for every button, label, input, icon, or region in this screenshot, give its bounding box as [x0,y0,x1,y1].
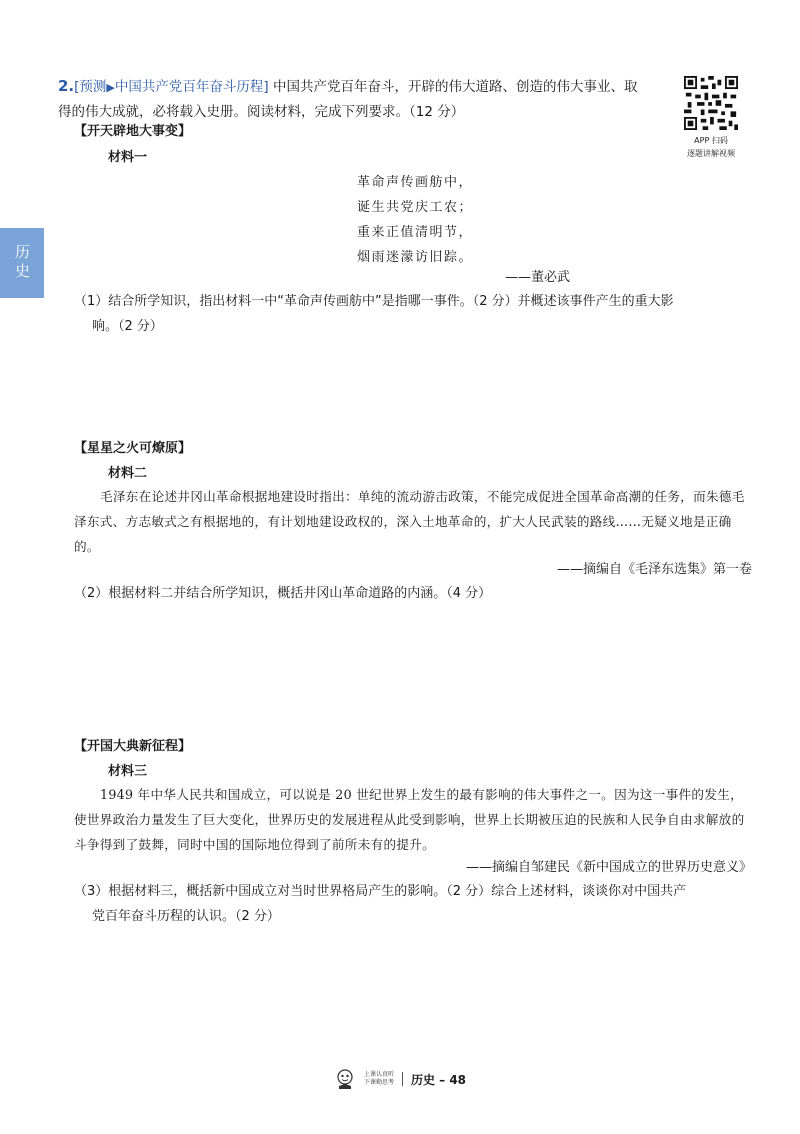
question-header [58,74,668,125]
question-3 [74,879,750,929]
page-number: 历史 – 48 [410,1072,467,1087]
section-title-2: 【星星之火可燎原】 [74,441,192,456]
question-2: （2）根据材料二并结合所学知识，概括井冈山革命道路的内涵。（4 分） [74,586,492,601]
tag-topic: 中国共产党百年奋斗历程 [114,79,264,95]
qr-caption-line1: APP 扫码 [694,136,728,145]
poem-line: 烟雨迷濛访旧踪。 [357,250,474,265]
tag-close-bracket: ] [263,79,269,95]
question-3-line2: 党百年奋斗历程的认识。（2 分） [92,909,280,924]
section-title-3: 【开国大典新征程】 [74,739,192,754]
footer-slogan [364,1071,394,1087]
tag-open-bracket: [ [74,79,80,95]
section-title-1: 【开天辟地大事变】 [74,124,192,139]
tag-prefix: 预测 [79,79,107,95]
material-label-2: 材料二 [108,466,148,481]
footer-slogan-line1: 上课认真听 [363,1071,394,1078]
poem-author: ——董必武 [505,270,571,285]
footer-divider [402,1072,403,1086]
triangle-right-icon: ▶ [106,81,115,94]
qr-caption [670,134,752,160]
qr-code-icon[interactable] [684,76,738,130]
question-intro-line1: 中国共产党百年奋斗，开辟的伟大道路、创造的伟大事业、取 [272,79,638,95]
poem-line: 革命声传画舫中， [357,175,474,190]
question-1 [74,289,750,339]
footer-slogan-line2: 下课勤思考 [363,1079,394,1086]
question-3-line1: （3）根据材料三，概括新中国成立对当时世界格局产生的影响。（2 分）综合上述材料，谈谈你对中国共产 [74,884,687,899]
material-label-3: 材料三 [108,764,148,779]
material-source-3: ——摘编自邹建民《新中国成立的世界历史意义》 [465,860,752,875]
side-tab-label: 历史 [13,244,31,282]
question-number: 2. [58,77,75,95]
material-passage-2: 毛泽东在论述井冈山革命根据地建设时指出：单纯的流动游击政策，不能完成促进全国革命高潮的任务，而朱德毛泽东式、方志敏式之有根据地的，有计划地建设政权的，深入土地革命的，扩大人民武装的路线……无疑义地是正确的。 [74,489,745,554]
material-label-1: 材料一 [108,150,148,165]
mascot-logo-icon [334,1068,356,1090]
question-1-line1: （1）结合所学知识，指出材料一中“革命声传画舫中”是指哪一事件。（2 分）并概述该事件产生的重大影 [74,294,674,309]
poem-line: 重来正值清明节， [357,225,474,240]
poem-line: 诞生共党庆工农； [357,200,474,215]
material-passage-3: 1949 年中华人民共和国成立，可以说是 20 世纪世界上发生的最有影响的伟大事件之一。因为这一事件的发生，使世界政治力量发生了巨大变化，世界历史的发展进程从此受到影响，世界上长期被压迫的民族和人民争自由求解放的斗争得到了鼓舞，同时中国的国际地位得到了前所未有的提升。 [74,787,745,852]
material-source-2: ——摘编自《毛泽东选集》第一卷 [556,562,752,577]
subject-side-tab [0,228,44,298]
qr-caption-line2: 逐题讲解视频 [687,149,735,158]
question-1-line2: 响。（2 分） [92,319,163,334]
poem [357,170,473,270]
question-intro-line2: 得的伟大成就，必将载入史册。阅读材料，完成下列要求。（12 分） [58,104,465,120]
page-footer [0,1068,800,1090]
